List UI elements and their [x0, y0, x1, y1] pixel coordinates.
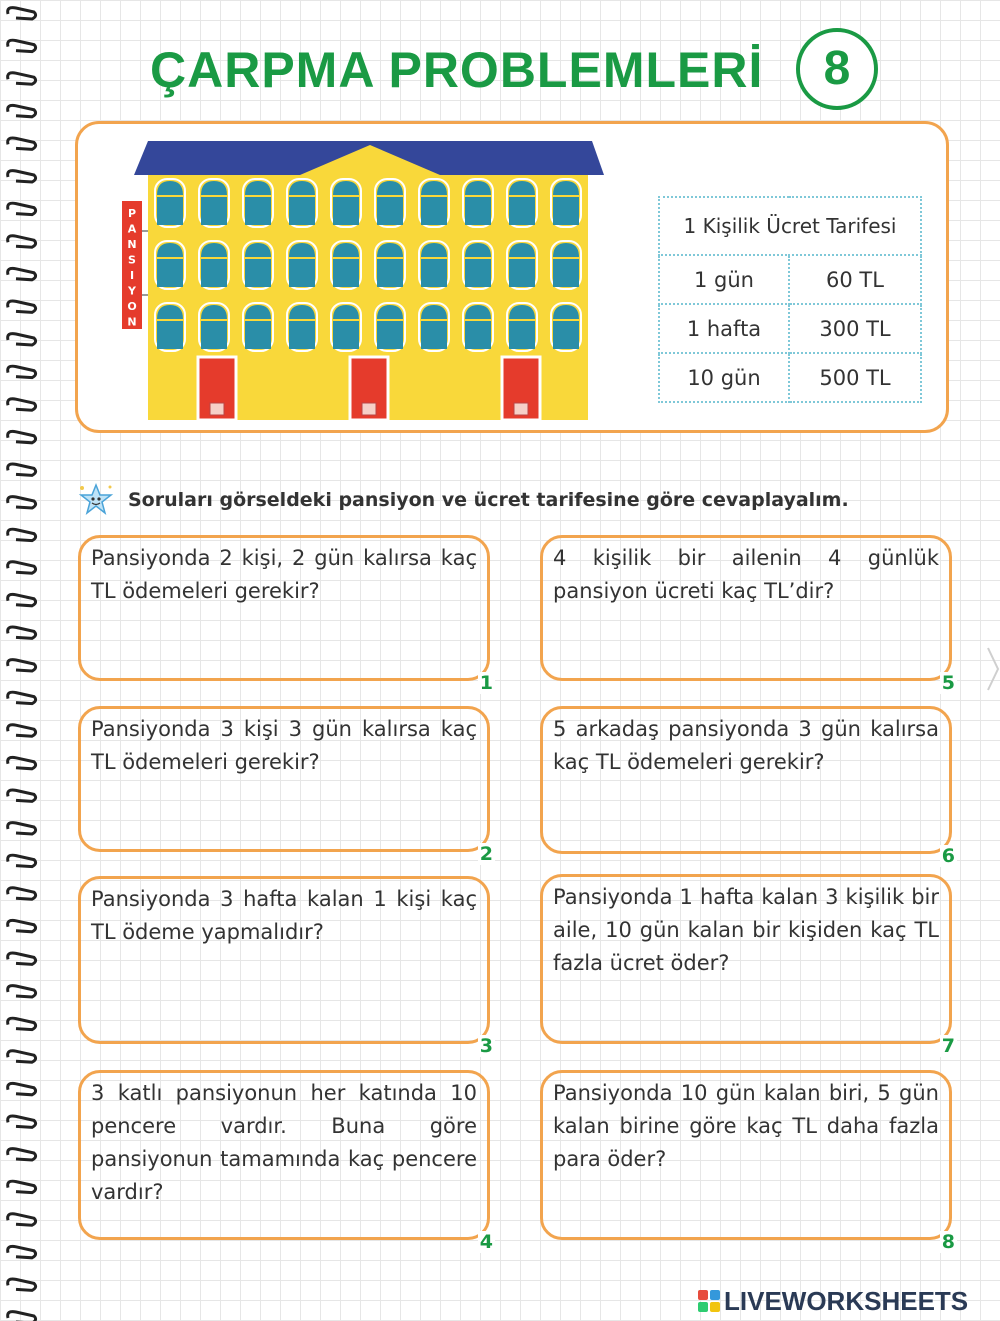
question-box-4[interactable]	[78, 1070, 493, 1253]
next-page-arrow-icon[interactable]	[986, 646, 1000, 692]
tariff-row	[659, 353, 921, 402]
tariff-period: 1 gün	[659, 255, 789, 304]
spiral-coil	[8, 660, 36, 671]
spiral-coil	[8, 431, 36, 442]
spiral-coil	[8, 855, 36, 866]
window	[551, 179, 581, 227]
question-number: 5	[941, 672, 955, 694]
spiral-coil	[8, 138, 36, 149]
tariff-period: 1 hafta	[659, 304, 789, 353]
question-text: Pansiyonda 2 kişi, 2 gün kalırsa kaç TL ödemeleri gerekir?	[91, 546, 477, 603]
window	[375, 179, 405, 227]
door	[350, 357, 388, 420]
spiral-coil	[8, 366, 36, 377]
window	[287, 241, 317, 289]
question-number: 7	[941, 1035, 955, 1057]
spiral-coil	[8, 888, 36, 899]
spiral-coil	[8, 627, 36, 638]
spiral-coil	[8, 399, 36, 410]
window	[463, 241, 493, 289]
tariff-title: 1 Kişilik Ücret Tarifesi	[659, 197, 921, 255]
brand-name: LIVEWORKSHEETS	[724, 1285, 969, 1316]
spiral-coil	[8, 790, 36, 801]
window	[287, 303, 317, 351]
spiral-coil	[8, 920, 36, 931]
spiral-coil	[8, 1018, 36, 1029]
spiral-coil	[8, 8, 36, 19]
question-box-6[interactable]	[540, 706, 955, 867]
spiral-binding	[4, 0, 40, 1321]
window	[375, 303, 405, 351]
tariff-period: 10 gün	[659, 353, 789, 402]
spiral-coil	[8, 757, 36, 768]
question-text: 3 katlı pansiyonun her katında 10 pencere vardır. Buna göre pansiyonun tamamında kaç pencere vardır?	[91, 1081, 477, 1204]
spiral-coil	[8, 1051, 36, 1062]
spiral-coil	[8, 953, 36, 964]
question-text: Pansiyonda 10 gün kalan biri, 5 gün kalan birine göre kaç TL daha fazla para öder?	[553, 1081, 939, 1171]
spiral-coil	[8, 464, 36, 475]
spiral-coil	[8, 1181, 36, 1192]
sign-letter: N	[127, 315, 137, 329]
window	[507, 303, 537, 351]
window	[507, 179, 537, 227]
spiral-coil	[8, 105, 36, 116]
spiral-coil	[8, 1246, 36, 1257]
window	[155, 303, 185, 351]
spiral-coil	[8, 497, 36, 508]
question-text: 4 kişilik bir ailenin 4 günlük pansiyon ücreti kaç TL’dir?	[553, 546, 939, 603]
title-number-badge: 8	[796, 28, 878, 110]
window	[243, 241, 273, 289]
tariff-row	[659, 304, 921, 353]
spiral-coil	[8, 562, 36, 573]
spiral-coil	[8, 1214, 36, 1225]
tariff-price: 300 TL	[789, 304, 921, 353]
instruction	[78, 478, 849, 522]
window	[199, 303, 229, 351]
question-box-1[interactable]	[78, 535, 493, 694]
spiral-coil	[8, 1312, 36, 1321]
question-number: 4	[479, 1231, 493, 1253]
question-box-8[interactable]	[540, 1070, 955, 1253]
window	[375, 241, 405, 289]
instruction-text: Soruları görseldeki pansiyon ve ücret tarifesine göre cevaplayalım.	[128, 489, 849, 511]
spiral-coil	[8, 692, 36, 703]
window	[243, 179, 273, 227]
door	[198, 357, 236, 420]
window	[551, 241, 581, 289]
question-number: 2	[479, 843, 493, 865]
sign-letter: P	[127, 207, 137, 220]
window	[243, 303, 273, 351]
star-mascot-icon	[78, 483, 114, 517]
page-title: ÇARPMA PROBLEMLERİ	[150, 42, 764, 98]
sign-letter: Y	[128, 284, 136, 298]
spiral-coil	[8, 171, 36, 182]
liveworksheets-logo[interactable]	[698, 1286, 968, 1316]
spiral-coil	[8, 1083, 36, 1094]
window	[419, 241, 449, 289]
spiral-coil	[8, 986, 36, 997]
spiral-coil	[8, 236, 36, 247]
spiral-coil	[8, 1149, 36, 1160]
sign-letter: S	[128, 253, 136, 267]
sign-letter: O	[127, 300, 137, 313]
spiral-coil	[8, 334, 36, 345]
question-number: 1	[479, 672, 493, 694]
tariff-price: 500 TL	[789, 353, 921, 402]
window	[199, 179, 229, 227]
window	[155, 179, 185, 227]
spiral-coil	[8, 301, 36, 312]
spiral-coil	[8, 73, 36, 84]
question-box-3[interactable]	[78, 876, 493, 1057]
spiral-coil	[8, 40, 36, 51]
question-text: Pansiyonda 1 hafta kalan 3 kişilik bir aile, 10 gün kalan bir kişiden kaç TL fazla ücret öder?	[553, 885, 939, 975]
question-box-7[interactable]	[540, 874, 955, 1057]
window	[551, 303, 581, 351]
tariff-price: 60 TL	[789, 255, 921, 304]
price-tariff-table	[658, 196, 922, 403]
window	[463, 179, 493, 227]
window	[331, 241, 361, 289]
question-text: 5 arkadaş pansiyonda 3 gün kalırsa kaç TL ödemeleri gerekir?	[553, 717, 939, 774]
door	[502, 357, 540, 420]
spiral-coil	[8, 725, 36, 736]
window	[199, 241, 229, 289]
spiral-coil	[8, 823, 36, 834]
window	[419, 303, 449, 351]
spiral-coil	[8, 1116, 36, 1127]
tariff-row	[659, 255, 921, 304]
spiral-coil	[8, 594, 36, 605]
question-text: Pansiyonda 3 hafta kalan 1 kişi kaç TL ödeme yapmalıdır?	[91, 887, 477, 944]
question-box-2[interactable]	[78, 706, 493, 865]
window	[463, 303, 493, 351]
window	[507, 241, 537, 289]
spiral-coil	[8, 268, 36, 279]
question-number: 3	[479, 1035, 493, 1057]
question-number: 8	[941, 1231, 955, 1253]
pension-building-illustration	[127, 135, 610, 420]
window	[287, 179, 317, 227]
window	[331, 179, 361, 227]
sign-letter: I	[129, 269, 135, 282]
sign-letter: A	[127, 222, 137, 236]
spiral-coil	[8, 1279, 36, 1290]
spiral-coil	[8, 529, 36, 540]
window	[419, 179, 449, 227]
question-text: Pansiyonda 3 kişi 3 gün kalırsa kaç TL ödemeleri gerekir?	[91, 717, 477, 774]
window	[155, 241, 185, 289]
question-number: 6	[941, 845, 955, 867]
spiral-coil	[8, 203, 36, 214]
window	[331, 303, 361, 351]
brand-logo-icon	[698, 1290, 720, 1312]
sign-letter: N	[127, 238, 137, 251]
question-box-5[interactable]	[540, 535, 955, 694]
